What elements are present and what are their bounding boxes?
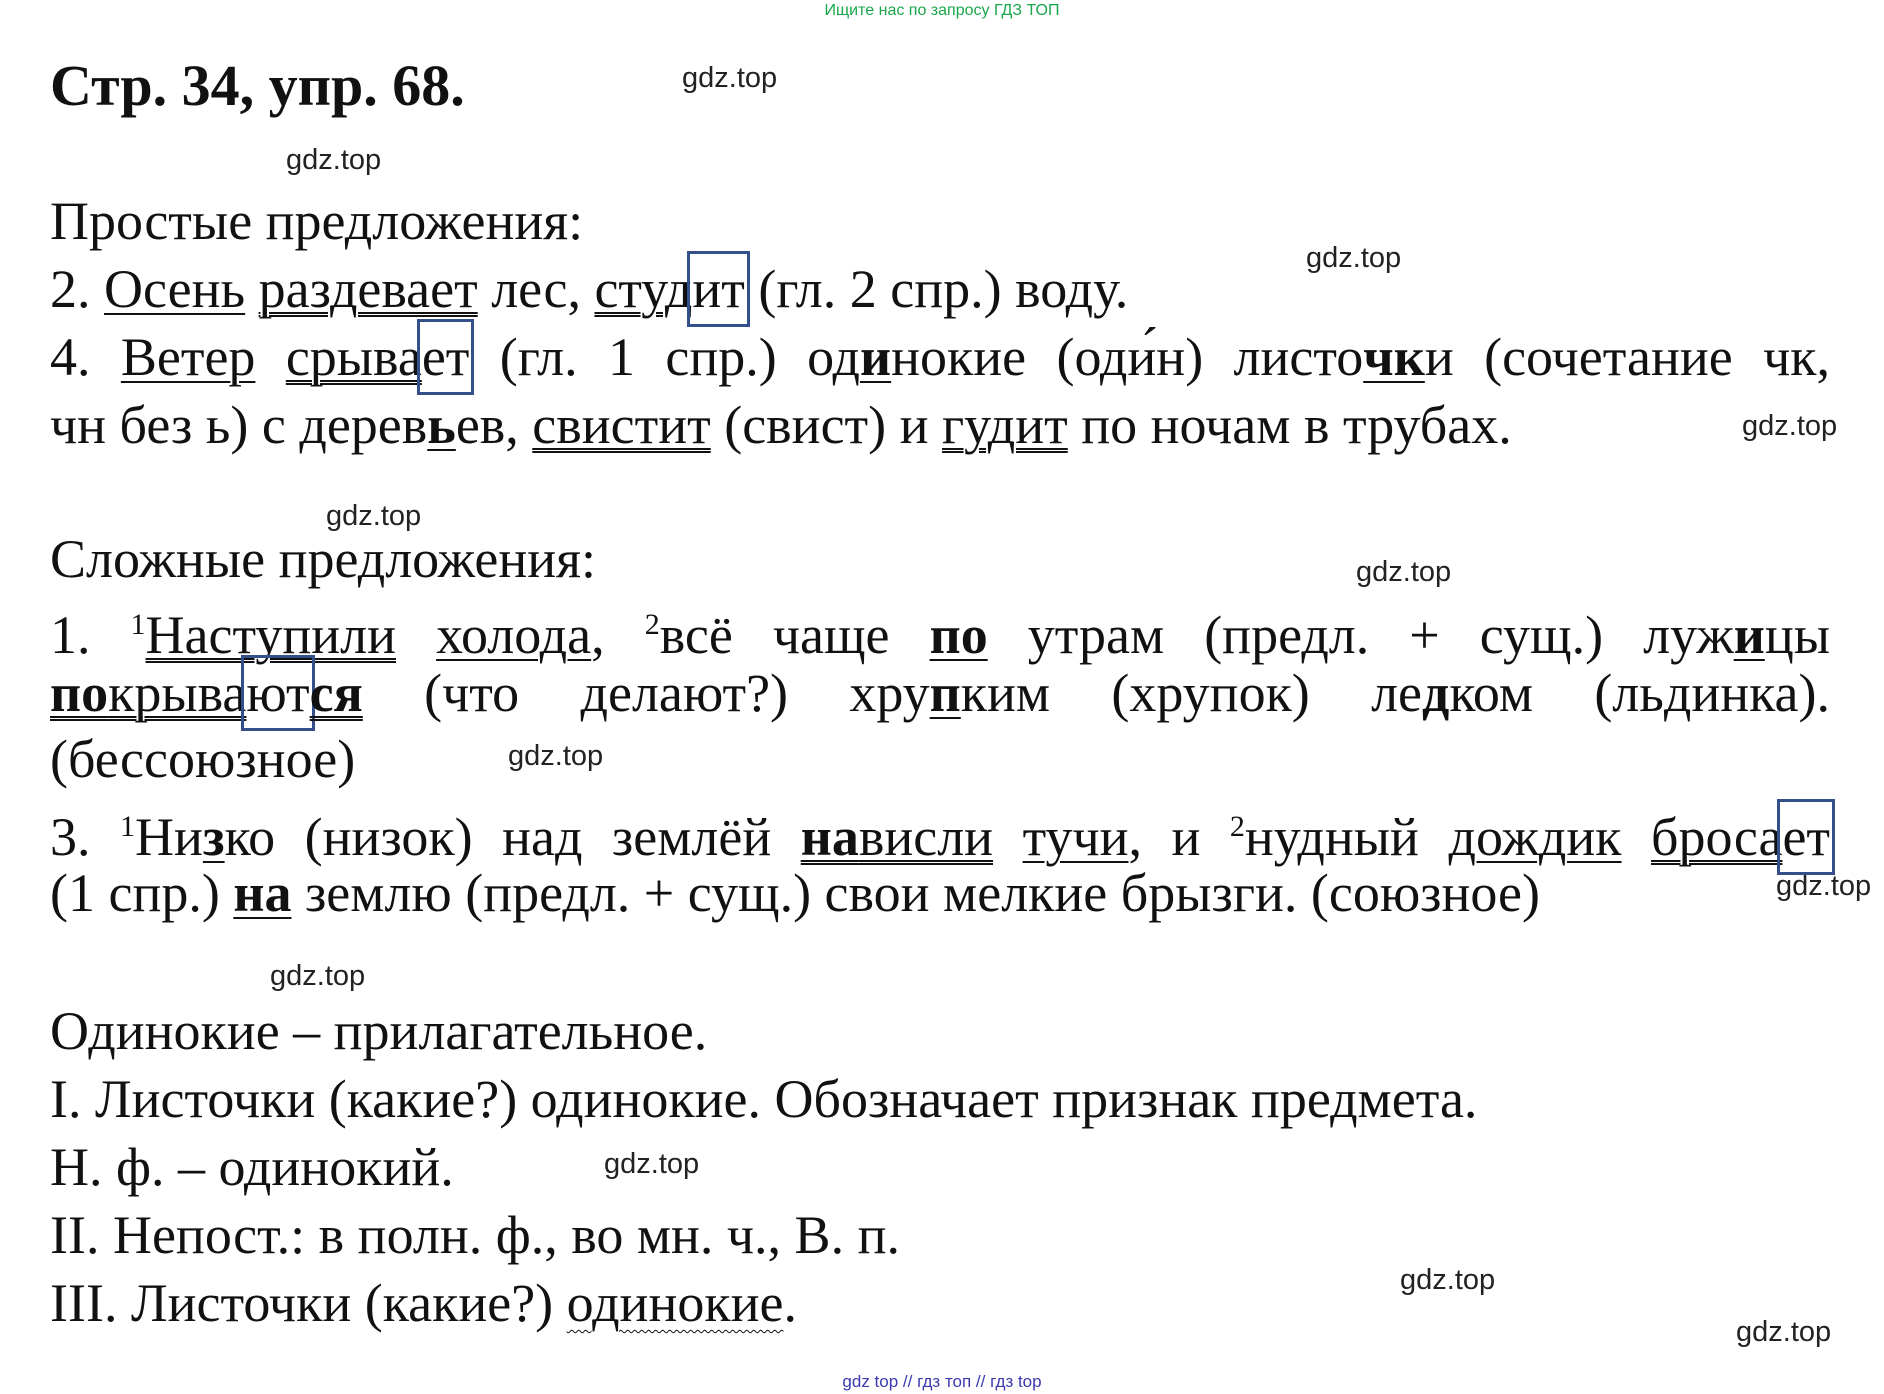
plain-text: утрам (предл. + сущ.) лужицы bbox=[1027, 605, 1831, 665]
simple-heading: Простые предложения: bbox=[50, 191, 584, 251]
watermark: gdz.top bbox=[508, 740, 604, 772]
analysis-line-3: Н. ф. – одинокий. bbox=[50, 1137, 454, 1197]
plain-text: (1 спр.) bbox=[50, 863, 220, 923]
complex-sentence-1-line-1 bbox=[50, 592, 1830, 668]
watermark: gdz.top bbox=[270, 960, 366, 992]
plain-text: (гл. 1 спр.) bbox=[499, 327, 777, 387]
predicate-word: $^1$Наступили bbox=[130, 605, 397, 665]
ending-box: ит bbox=[692, 256, 745, 322]
predicate-word: гудит bbox=[942, 395, 1068, 455]
watermark: gdz.top bbox=[1400, 1264, 1496, 1296]
sentence-number: 2. bbox=[50, 259, 91, 319]
plain-text: чн без ь) с деревьев, bbox=[50, 395, 519, 455]
plain-text: $^2$нудный bbox=[1229, 807, 1419, 867]
watermark: gdz.top bbox=[1736, 1316, 1832, 1348]
predicate-word: нависли bbox=[800, 807, 994, 867]
complex-sentence-3-line-2 bbox=[50, 860, 1540, 926]
preposition-word: по bbox=[929, 605, 988, 665]
watermark: gdz.top bbox=[1356, 556, 1452, 588]
ending-box: ет bbox=[1782, 804, 1830, 870]
predicate-word: срывает bbox=[286, 327, 470, 387]
plain-text: $^1$Низко (низок) над землёй bbox=[120, 807, 772, 867]
sentence-number: 3. bbox=[50, 807, 91, 867]
page-title: Стр. 34, упр. 68. bbox=[50, 53, 465, 118]
plain-text: $^2$всё чаще bbox=[644, 605, 890, 665]
subject-word: Ветер bbox=[120, 327, 256, 387]
plain-text: по ночам в трубах. bbox=[1081, 395, 1512, 455]
subject-word: холода, bbox=[436, 605, 605, 665]
complex-sentence-1-line-2 bbox=[50, 660, 1830, 726]
ending-box: ют bbox=[246, 660, 309, 726]
watermark: gdz.top bbox=[1742, 410, 1838, 442]
plain-text: (гл. 2 спр.) воду. bbox=[758, 259, 1129, 319]
subject-word: тучи, и bbox=[1022, 807, 1201, 867]
wavy-underlined-word: одинокие bbox=[566, 1273, 784, 1333]
plain-text: (что делают?) хрупким (хрупок) ледком (льдинка). bbox=[424, 663, 1831, 723]
preposition-word: на bbox=[233, 863, 292, 923]
watermark: gdz.top bbox=[326, 500, 422, 532]
analysis-line-2: I. Листочки (какие?) одинокие. Обозначает признак предмета. bbox=[50, 1069, 1478, 1129]
complex-sentence-1-line-3: (бессоюзное) bbox=[50, 729, 356, 789]
top-banner: Ищите нас по запросу ГДЗ ТОП bbox=[824, 2, 1060, 19]
simple-sentence-2 bbox=[50, 256, 1128, 322]
predicate-word: свистит bbox=[532, 395, 711, 455]
ending-box: ет bbox=[422, 324, 470, 390]
plain-text: землю (предл. + сущ.) свои мелкие брызги. (союзное) bbox=[304, 863, 1541, 923]
sentence-number: 1. bbox=[50, 605, 91, 665]
simple-sentence-4-line-1 bbox=[50, 324, 1830, 390]
plain-text: (свист) и bbox=[724, 395, 929, 455]
plain-text: лес, bbox=[491, 259, 581, 319]
watermark: gdz.top bbox=[1776, 870, 1872, 902]
simple-sentence-4-line-2 bbox=[50, 392, 1512, 458]
footer-watermark: gdz top // гдз топ // гдз top bbox=[842, 1372, 1042, 1391]
predicate-word: бросает bbox=[1651, 807, 1830, 867]
watermark: gdz.top bbox=[1306, 242, 1402, 274]
watermark: gdz.top bbox=[682, 62, 778, 94]
analysis-line-5: III. Листочки (какие?) одинокие. bbox=[50, 1273, 797, 1333]
complex-sentence-3-line-1 bbox=[50, 794, 1830, 870]
subject-word: дождик bbox=[1448, 807, 1622, 867]
analysis-line-4: II. Непост.: в полн. ф., во мн. ч., В. п. bbox=[50, 1205, 900, 1265]
complex-heading: Сложные предложения: bbox=[50, 529, 597, 589]
watermark: gdz.top bbox=[604, 1148, 700, 1180]
subject-word: Осень bbox=[104, 259, 246, 319]
predicate-word: студит bbox=[594, 259, 744, 319]
predicate-word: раздевает bbox=[258, 259, 478, 319]
sentence-number: 4. bbox=[50, 327, 91, 387]
plain-text: (оди́н) листочки (сочетание чк, bbox=[1056, 327, 1831, 387]
attribute-word: одинокие bbox=[807, 327, 1027, 387]
predicate-word: покрываются bbox=[50, 663, 363, 723]
watermark: gdz.top bbox=[286, 144, 382, 176]
analysis-line-1: Одинокие – прилагательное. bbox=[50, 1001, 708, 1061]
